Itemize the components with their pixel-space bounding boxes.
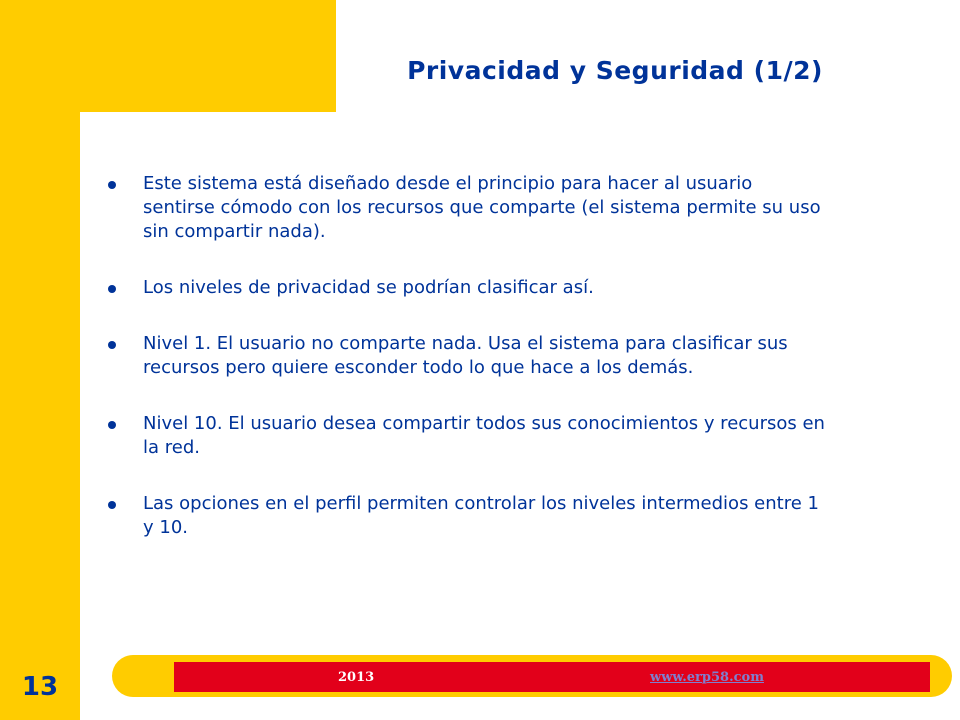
bullet-item <box>106 172 826 244</box>
bullet-list <box>106 172 826 572</box>
footer-website-link[interactable]: www.erp58.com <box>650 670 764 685</box>
bullet-text: Las opciones en el perfil permiten controlar los niveles intermedios entre 1 y 10. <box>143 493 819 538</box>
bullet-item <box>106 492 826 540</box>
bullet-item <box>106 276 826 300</box>
footer-year: 2013 <box>338 670 375 685</box>
top-accent-block <box>0 0 336 112</box>
bullet-dot-icon <box>108 341 116 349</box>
page-number: 13 <box>21 672 59 702</box>
slide-title: Privacidad y Seguridad (1/2) <box>407 56 823 85</box>
bullet-text: Nivel 1. El usuario no comparte nada. Usa el sistema para clasificar sus recursos pero quiere esconder todo lo que hace a los demás. <box>143 333 788 378</box>
bullet-dot-icon <box>108 421 116 429</box>
bullet-text: Este sistema está diseñado desde el principio para hacer al usuario sentirse cómodo con los recursos que comparte (el sistema permite su uso sin compartir nada). <box>143 173 821 242</box>
bullet-dot-icon <box>108 285 116 293</box>
footer-bar <box>174 662 930 692</box>
bullet-text: Los niveles de privacidad se podrían clasificar así. <box>143 277 594 298</box>
bullet-text: Nivel 10. El usuario desea compartir todos sus conocimientos y recursos en la red. <box>143 413 825 458</box>
bullet-item <box>106 332 826 380</box>
bullet-item <box>106 412 826 460</box>
bullet-dot-icon <box>108 181 116 189</box>
bullet-dot-icon <box>108 501 116 509</box>
